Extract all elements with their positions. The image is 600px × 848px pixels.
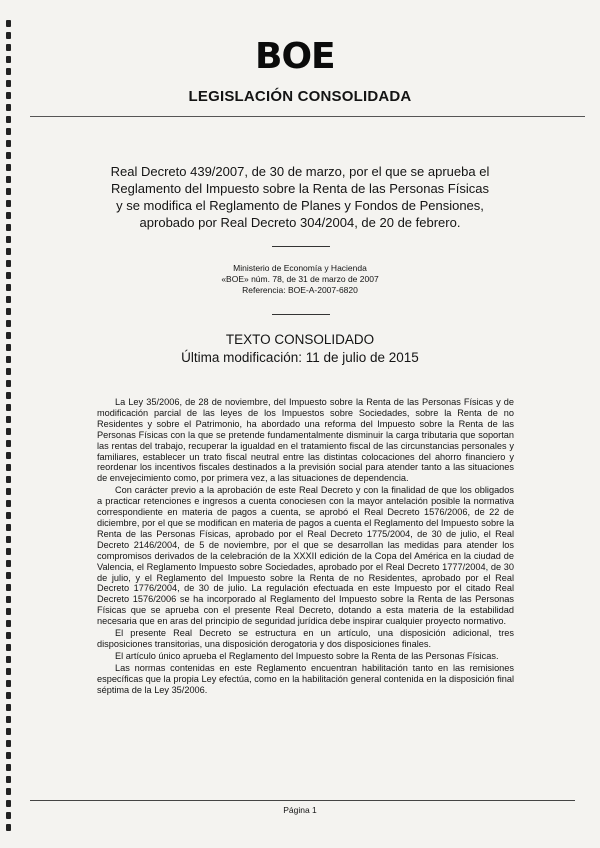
info-divider	[272, 314, 330, 315]
consolidated-label: TEXTO CONSOLIDADO	[225, 332, 375, 347]
title-divider	[272, 246, 330, 247]
page-number: Página 1	[283, 805, 317, 815]
footer-divider	[30, 800, 575, 801]
document-reference: Referencia: BOE-A-2007-6820	[242, 285, 358, 295]
boe-logo-text: BOE	[255, 36, 335, 77]
body-text	[97, 397, 514, 696]
paragraph: Las normas contenidas en este Reglamento encuentran habilitación tanto en las remisiones específicas que la propia Ley efectúa, como en la habilitación general contenida en la disposición final séptima de la Ley 35/2006.	[97, 662, 514, 695]
section-heading: LEGISLACIÓN CONSOLIDADA	[188, 88, 412, 105]
paragraph: La Ley 35/2006, de 28 de noviembre, del Impuesto sobre la Renta de las Personas Físicas y de modificación parcial de las leyes de los Impuestos sobre Sociedades, sobre la Renta de no Residentes y sobre el Patrimonio, ha abordado una reforma del Impuesto sobre la Renta de las Personas Físicas con la que se pretende fundamentalmente disminuir la carga tributaria que soportan las rentas del trabajo, recuperar la igualdad en el tratamiento fiscal de las circunstancias personales y familiares, establecer un trato fiscal neutral entre las distintas colocaciones del ahorro financiero y reordenar los incentivos fiscales destinados a la previsión social para atender tanto a las situaciones de envejecimiento como, por primera vez, a las situaciones de dependencia.	[97, 397, 514, 484]
last-modified: Última modificación: 11 de julio de 2015	[181, 350, 419, 365]
document-title: Real Decreto 439/2007, de 30 de marzo, por el que se aprueba el Reglamento del Impuesto sobre la Renta de las Personas Físicas y se modifica el Reglamento de Planes y Fondos de Pensiones, aprobado por Real Decreto 304/2004, de 20 de febrero.	[110, 164, 490, 230]
boe-reference: «BOE» núm. 78, de 31 de marzo de 2007	[221, 274, 379, 284]
paragraph: El presente Real Decreto se estructura en un artículo, una disposición adicional, tres disposiciones transitorias, una disposición derogatoria y dos disposiciones finales.	[97, 628, 514, 649]
header-divider	[30, 116, 585, 117]
boe-logo	[255, 36, 345, 77]
paragraph: Con carácter previo a la aprobación de este Real Decreto y con la finalidad de que los obligados a practicar retenciones e ingresos a cuenta conociesen con la mayor antelación posible la normativa correspondiente en materia de pagos a cuenta, se aprobó el Real Decreto 1576/2006, de 22 de diciembre, por el que se modifican en materia de pagos a cuenta el Reglamento del Impuesto sobre la Renta de las Personas Físicas, aprobado por el Real Decreto 1775/2004, de 30 de julio, el Real Decreto 2146/2004, de 5 de noviembre, por el que se desarrollan las medidas para atender los compromisos derivados de la celebración de la XXXII edición de la Copa del América en la ciudad de Valencia, el Reglamento Impuesto sobre Sociedades, aprobado por el Real Decreto 1777/2004, de 30 de julio, y el Reglamento del Impuesto sobre la Renta de no Residentes, aprobado por el Real Decreto 1776/2004, de 30 de julio. La regulación efectuada en este Impuesto por el citado Real Decreto 1576/2006 se ha incorporado al Reglamento del Impuesto sobre la Renta de las Personas Físicas que se aprueba con el presente Real Decreto, dotando a esta materia de la estabilidad necesaria que en aras del principio de seguridad jurídica debe inspirar cualquier proyecto normativo.	[97, 485, 514, 627]
consolidated-block	[0, 331, 600, 367]
spiral-binding	[4, 20, 14, 840]
publication-info	[200, 263, 400, 296]
ministry-name: Ministerio de Economía y Hacienda	[233, 263, 367, 273]
paragraph: El artículo único aprueba el Reglamento del Impuesto sobre la Renta de las Personas Físicas.	[115, 650, 499, 661]
